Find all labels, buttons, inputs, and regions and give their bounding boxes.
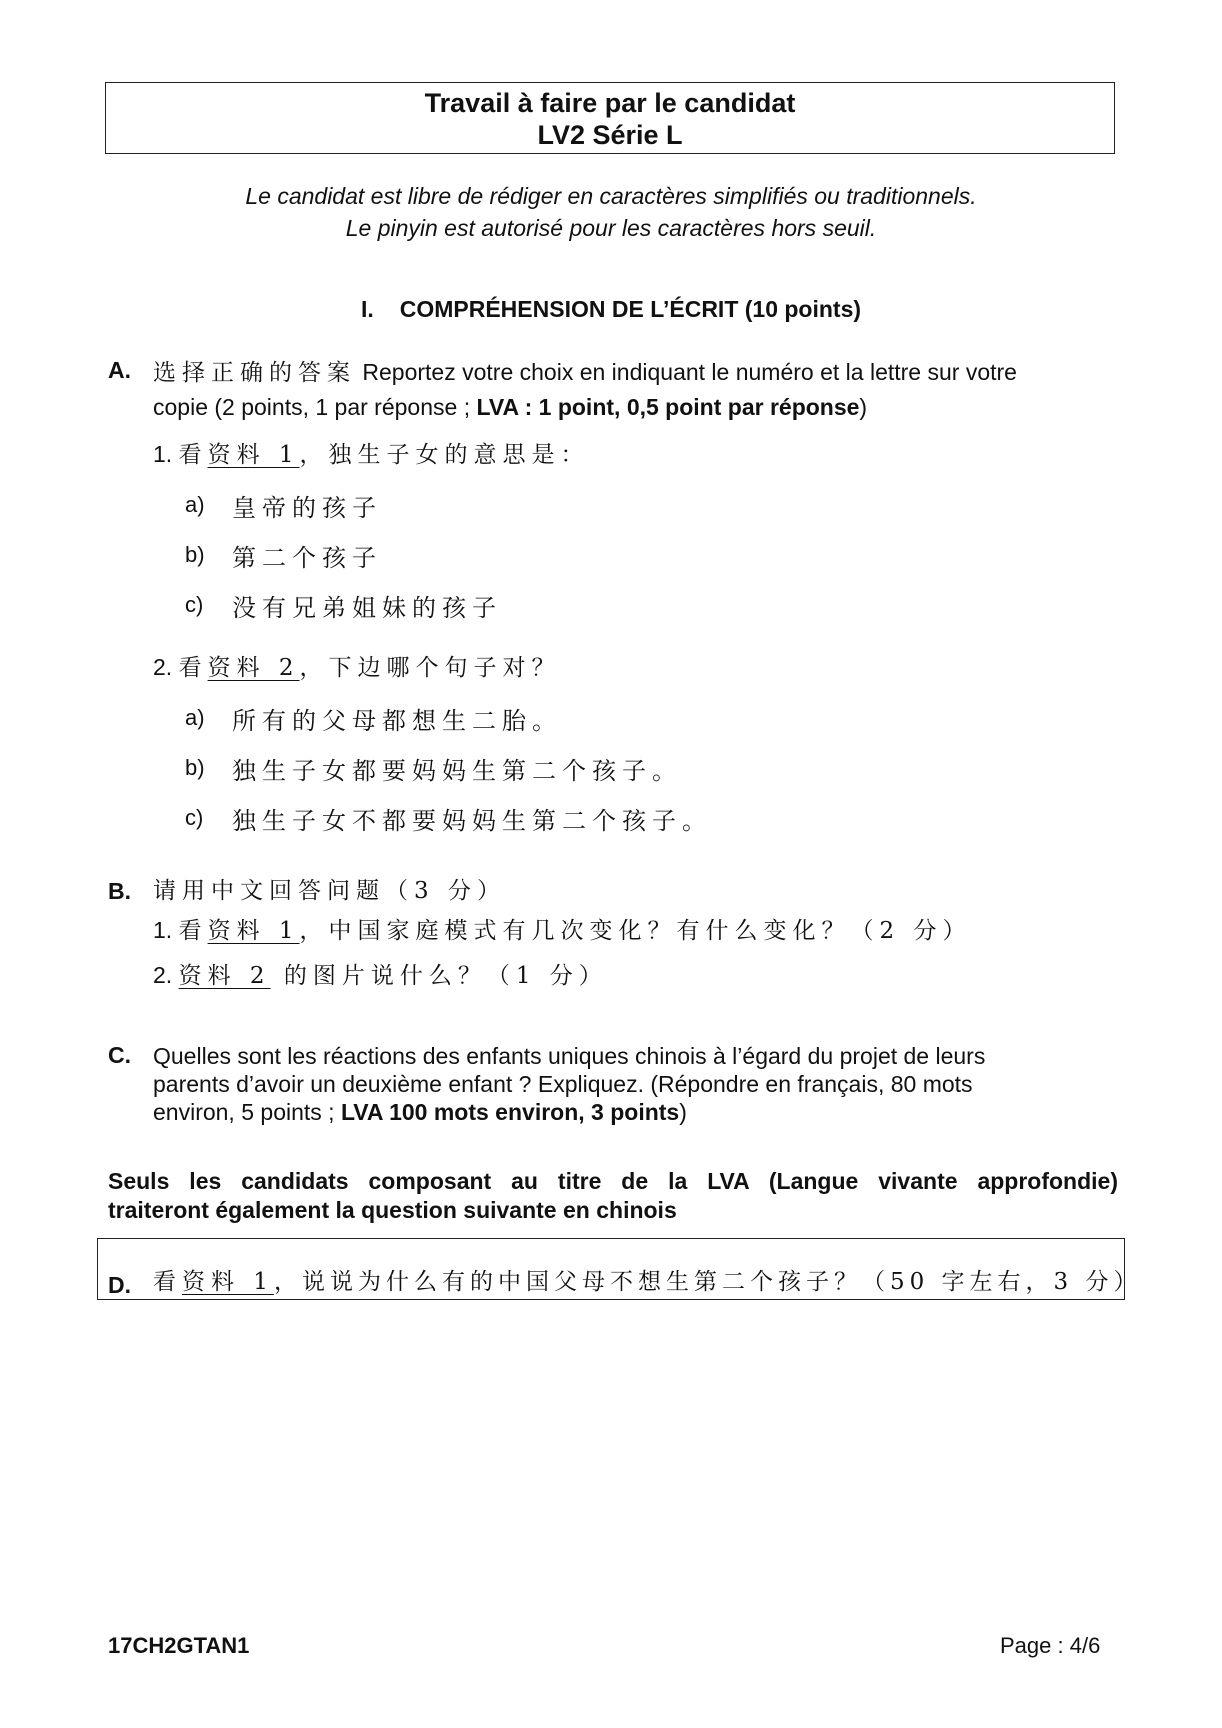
part-a-instruction-fr: Reportez votre choix en indiquant le numéro et la lettre sur votre xyxy=(356,359,1017,385)
intro-line-2: Le pinyin est autorisé pour les caractères hors seuil. xyxy=(345,215,877,241)
b-q1-number: 1. xyxy=(153,917,173,943)
title-line-1: Travail à faire par le candidat xyxy=(424,88,796,118)
q2-doc-ref: 资料 2 xyxy=(207,655,300,681)
part-c-text xyxy=(153,1042,1058,1126)
q2-option-c-letter: c) xyxy=(185,805,204,830)
b-q2-number: 2. xyxy=(153,962,173,988)
q1-pre: 看 xyxy=(178,442,208,468)
part-c-line-2: parents d’avoir un deuxième enfant ? Expliquez. (Répondre en français, 80 mots xyxy=(153,1071,973,1097)
lva-note-line-1: Seuls les candidats composant au titre de la LVA (Langue vivante approfondie) xyxy=(108,1168,1118,1194)
b-q1-pre: 看 xyxy=(178,918,208,944)
q1-option-b-text: 第二个孩子 xyxy=(232,544,382,572)
q1-option-a-letter: a) xyxy=(185,492,205,517)
footer-page: Page : 4/6 xyxy=(1000,1633,1101,1658)
q2-option-c-text: 独生子女不都要妈妈生第二个孩子。 xyxy=(232,807,712,835)
q2-rest: ，下边哪个句子对？ xyxy=(299,655,561,681)
part-c-line3-bold: LVA 100 mots environ, 3 points xyxy=(340,1099,680,1125)
part-b-instruction: 请用中文回答问题（3 分） xyxy=(153,878,506,904)
q1-option-a-text: 皇帝的孩子 xyxy=(232,494,382,522)
footer-code: 17CH2GTAN1 xyxy=(108,1633,250,1658)
intro-line-1: Le candidat est libre de rédiger en caractères simplifiés ou traditionnels. xyxy=(245,183,977,209)
title-line-2: LV2 Série L xyxy=(537,120,683,150)
part-a-instruction-zh: 选择正确的答案 xyxy=(153,360,356,386)
part-a-line2-end: ) xyxy=(859,394,868,420)
part-b-question-1 xyxy=(153,913,971,948)
lva-note xyxy=(108,1167,1118,1225)
part-c-line-1: Quelles sont les réactions des enfants uniques chinois à l’égard du projet de leurs xyxy=(153,1043,986,1069)
q2-option-b-letter: b) xyxy=(185,755,205,780)
part-a-question-2 xyxy=(153,650,561,685)
part-a-instruction xyxy=(153,355,1017,390)
title-box xyxy=(105,82,1115,154)
q2-option-b-text: 独生子女都要妈妈生第二个孩子。 xyxy=(232,757,682,785)
q2-option-a-text: 所有的父母都想生二胎。 xyxy=(232,707,562,735)
part-a-line2 xyxy=(153,390,867,424)
part-a-letter: A. xyxy=(108,357,131,383)
part-b-letter: B. xyxy=(108,878,131,904)
section-title xyxy=(0,296,1222,323)
q1-option-c-letter: c) xyxy=(185,592,204,617)
section-number: I. xyxy=(360,296,374,322)
d-pre: 看 xyxy=(153,1269,182,1295)
q1-option-c-text: 没有兄弟姐妹的孩子 xyxy=(232,594,502,622)
part-d-letter: D. xyxy=(108,1272,131,1298)
q1-option-b-letter: b) xyxy=(185,542,205,567)
lva-note-line-2: traiteront également la question suivante en chinois xyxy=(108,1197,677,1223)
part-c-line3-end: ) xyxy=(679,1099,687,1125)
d-rest: ，说说为什么有的中国父母不想生第二个孩子？（50 字左右，3 分） xyxy=(273,1269,1142,1295)
q2-option-a-letter: a) xyxy=(185,705,205,730)
part-b-question-2 xyxy=(153,958,608,993)
b-q1-rest: ，中国家庭模式有几次变化？有什么变化？（2 分） xyxy=(299,918,972,944)
q2-pre: 看 xyxy=(178,655,208,681)
section-heading: COMPRÉHENSION DE L’ÉCRIT (10 points) xyxy=(399,296,862,322)
part-a-line2-bold: LVA : 1 point, 0,5 point par réponse xyxy=(476,394,860,420)
q2-number: 2. xyxy=(153,654,173,680)
part-d-question xyxy=(153,1264,1141,1299)
q1-doc-ref: 资料 1 xyxy=(207,442,300,468)
part-a-line2-normal: copie (2 points, 1 par réponse ; xyxy=(153,394,477,420)
part-c-letter: C. xyxy=(108,1042,131,1068)
part-c-line3-normal: environ, 5 points ; xyxy=(153,1099,341,1125)
d-doc-ref: 资料 1 xyxy=(182,1269,274,1295)
part-a-question-1 xyxy=(153,437,590,472)
q1-number: 1. xyxy=(153,441,173,467)
b-q1-doc-ref: 资料 1 xyxy=(207,918,300,944)
part-c-line-3 xyxy=(153,1098,1058,1126)
b-q2-doc-ref: 资料 2 xyxy=(178,963,271,989)
q1-rest: ，独生子女的意思是： xyxy=(299,442,590,468)
b-q2-rest: 的图片说什么？（1 分） xyxy=(270,963,608,989)
